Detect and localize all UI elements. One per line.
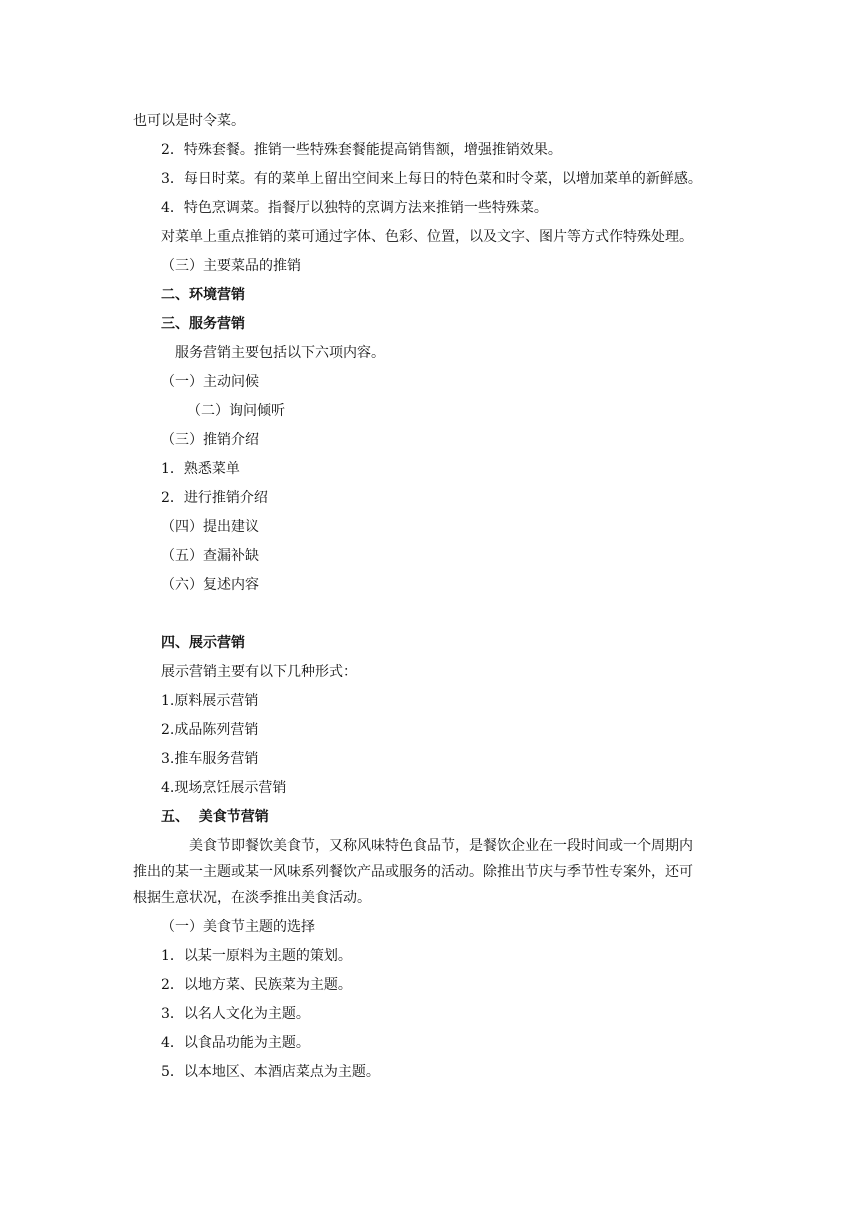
list-item: 2．以地方菜、民族菜为主题。 [161,977,352,993]
list-item: 2.成品陈列营销 [161,722,259,738]
subsection-heading: （一）美食节主题的选择 [161,919,315,935]
section-heading: 二、环境营销 [161,287,245,303]
list-item: 2．特殊套餐。推销一些特殊套餐能提高销售额，增强推销效果。 [161,142,562,158]
body-text-line: 也可以是时令菜。 [133,113,245,129]
body-text-line: 服务营销主要包括以下六项内容。 [175,345,385,361]
list-item: 5．以本地区、本酒店菜点为主题。 [161,1064,380,1080]
subsection-heading: （四）提出建议 [161,519,259,535]
body-text-line: 推出的某一主题或某一风味系列餐饮产品或服务的活动。除推出节庆与季节性专案外，还可 [133,864,693,880]
body-text-line: 对菜单上重点推销的菜可通过字体、色彩、位置，以及文字、图片等方式作特殊处理。 [161,229,693,245]
list-item: 1.原料展示营销 [161,693,259,709]
body-text-line: 根据生意状况，在淡季推出美食活动。 [133,890,371,906]
list-item: 1．熟悉菜单 [161,461,240,477]
body-text-line: 美食节即餐饮美食节，又称风味特色食品节，是餐饮企业在一段时间或一个周期内 [189,838,693,854]
subsection-heading: （一）主动问候 [161,374,259,390]
body-text-line: 展示营销主要有以下几种形式： [161,664,357,680]
section-heading: 五、 美食节营销 [161,809,269,825]
list-item: 2．进行推销介绍 [161,490,268,506]
subsection-heading: （五）查漏补缺 [161,548,259,564]
subsection-heading: （二）询问倾听 [187,403,285,419]
section-heading: 四、展示营销 [161,635,245,651]
list-item: 4．特色烹调菜。指餐厅以独特的烹调方法来推销一些特殊菜。 [161,200,548,216]
subsection-heading: （三）主要菜品的推销 [161,258,301,274]
list-item: 4.现场烹饪展示营销 [161,780,287,796]
list-item: 3．以名人文化为主题。 [161,1006,310,1022]
list-item: 4．以食品功能为主题。 [161,1035,310,1051]
subsection-heading: （三）推销介绍 [161,432,259,448]
list-item: 3.推车服务营销 [161,751,259,767]
section-heading: 三、服务营销 [161,316,245,332]
list-item: 1．以某一原料为主题的策划。 [161,948,352,964]
list-item: 3．每日时菜。有的菜单上留出空间来上每日的特色菜和时令菜，以增加菜单的新鲜感。 [161,171,702,187]
subsection-heading: （六）复述内容 [161,577,259,593]
